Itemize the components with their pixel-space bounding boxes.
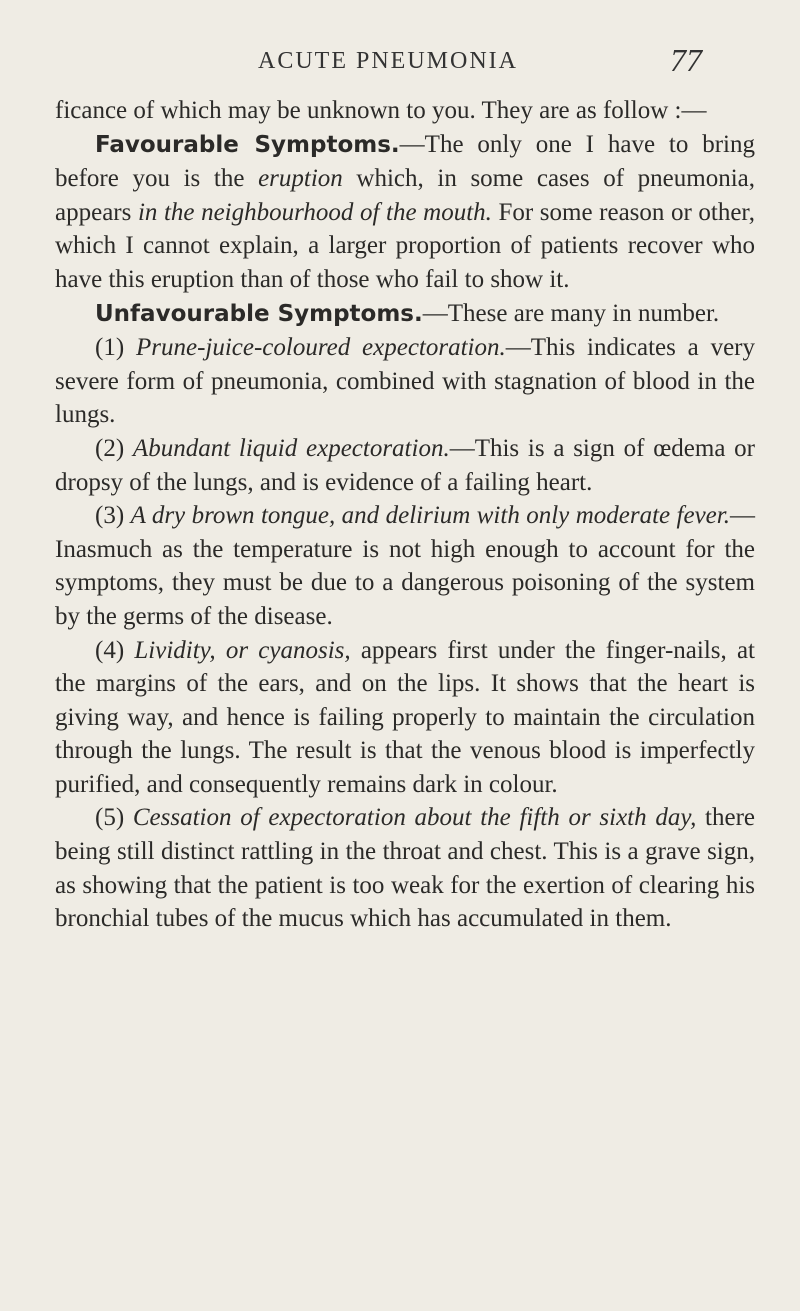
- unfavourable-heading: Unfavourable Symptoms.: [95, 300, 423, 327]
- list-item: [55, 331, 755, 432]
- item-text: appears first under the finger-nails, at the margins of the ears, and on the lips. It shows that the heart is giving way, and hence is failing properly to maintain the circulation through the lungs. The result is that the venous blood is imperfectly purified, and consequently remains dark in colour.: [55, 636, 755, 798]
- list-item: [55, 432, 755, 499]
- item-number: (3): [95, 502, 131, 530]
- favourable-italic-b: in the neighbourhood of the mouth.: [137, 198, 492, 226]
- list-item: [55, 801, 755, 935]
- favourable-text-b: which, in some cases of pneumonia, appears: [55, 165, 755, 226]
- item-text: —Inasmuch as the temperature is not high enough to account for the symptoms, they must be due to a dangerous poisoning of the system by the germs of the disease.: [55, 502, 755, 630]
- item-number: (2): [95, 434, 133, 462]
- body-text: [55, 94, 755, 936]
- favourable-italic-a: eruption: [258, 165, 343, 193]
- favourable-text-a: —The only one I have to bring before you is the: [55, 130, 755, 193]
- item-number: (5): [95, 804, 133, 832]
- item-title: Cessation of expectoration about the fifth or sixth day,: [132, 804, 697, 832]
- item-text: there being still distinct rattling in the throat and chest. This is a grave sign, as showing that the patient is too weak for the exertion of clearing his bronchial tubes of the mucus which has accumulated in them.: [55, 804, 756, 933]
- running-head: ACUTE PNEUMONIA: [258, 48, 518, 74]
- favourable-heading: Favourable Symptoms.: [95, 131, 400, 158]
- page-header: [0, 42, 800, 82]
- unfavourable-text: —These are many in number.: [422, 299, 720, 327]
- intro-text: ficance of which may be unknown to you. They are as follow :—: [55, 97, 707, 124]
- list-item: [55, 634, 755, 802]
- list-item: [55, 499, 755, 633]
- page-number: 77: [670, 42, 702, 78]
- item-text: —This indicates a very severe form of pneumonia, combined with stagnation of blood in the lungs.: [55, 334, 755, 429]
- item-number: (1): [95, 334, 136, 362]
- item-title: Lividity, or cyanosis,: [134, 636, 351, 664]
- item-number: (4): [95, 636, 135, 664]
- favourable-paragraph: [55, 128, 755, 297]
- unfavourable-paragraph: [55, 297, 755, 332]
- favourable-text-c: For some reason or other, which I cannot explain, a larger proportion of patients recover who have this eruption than of those who fail to show it.: [55, 198, 756, 293]
- item-title: A dry brown tongue, and delirium with only moderate fever.: [130, 502, 730, 530]
- item-title: Abundant liquid expectoration.: [132, 434, 450, 462]
- item-title: Prune-juice-coloured expectoration.: [135, 334, 506, 362]
- item-text: —This is a sign of œdema or dropsy of the lungs, and is evidence of a failing heart.: [55, 434, 756, 496]
- intro-paragraph: [55, 94, 755, 128]
